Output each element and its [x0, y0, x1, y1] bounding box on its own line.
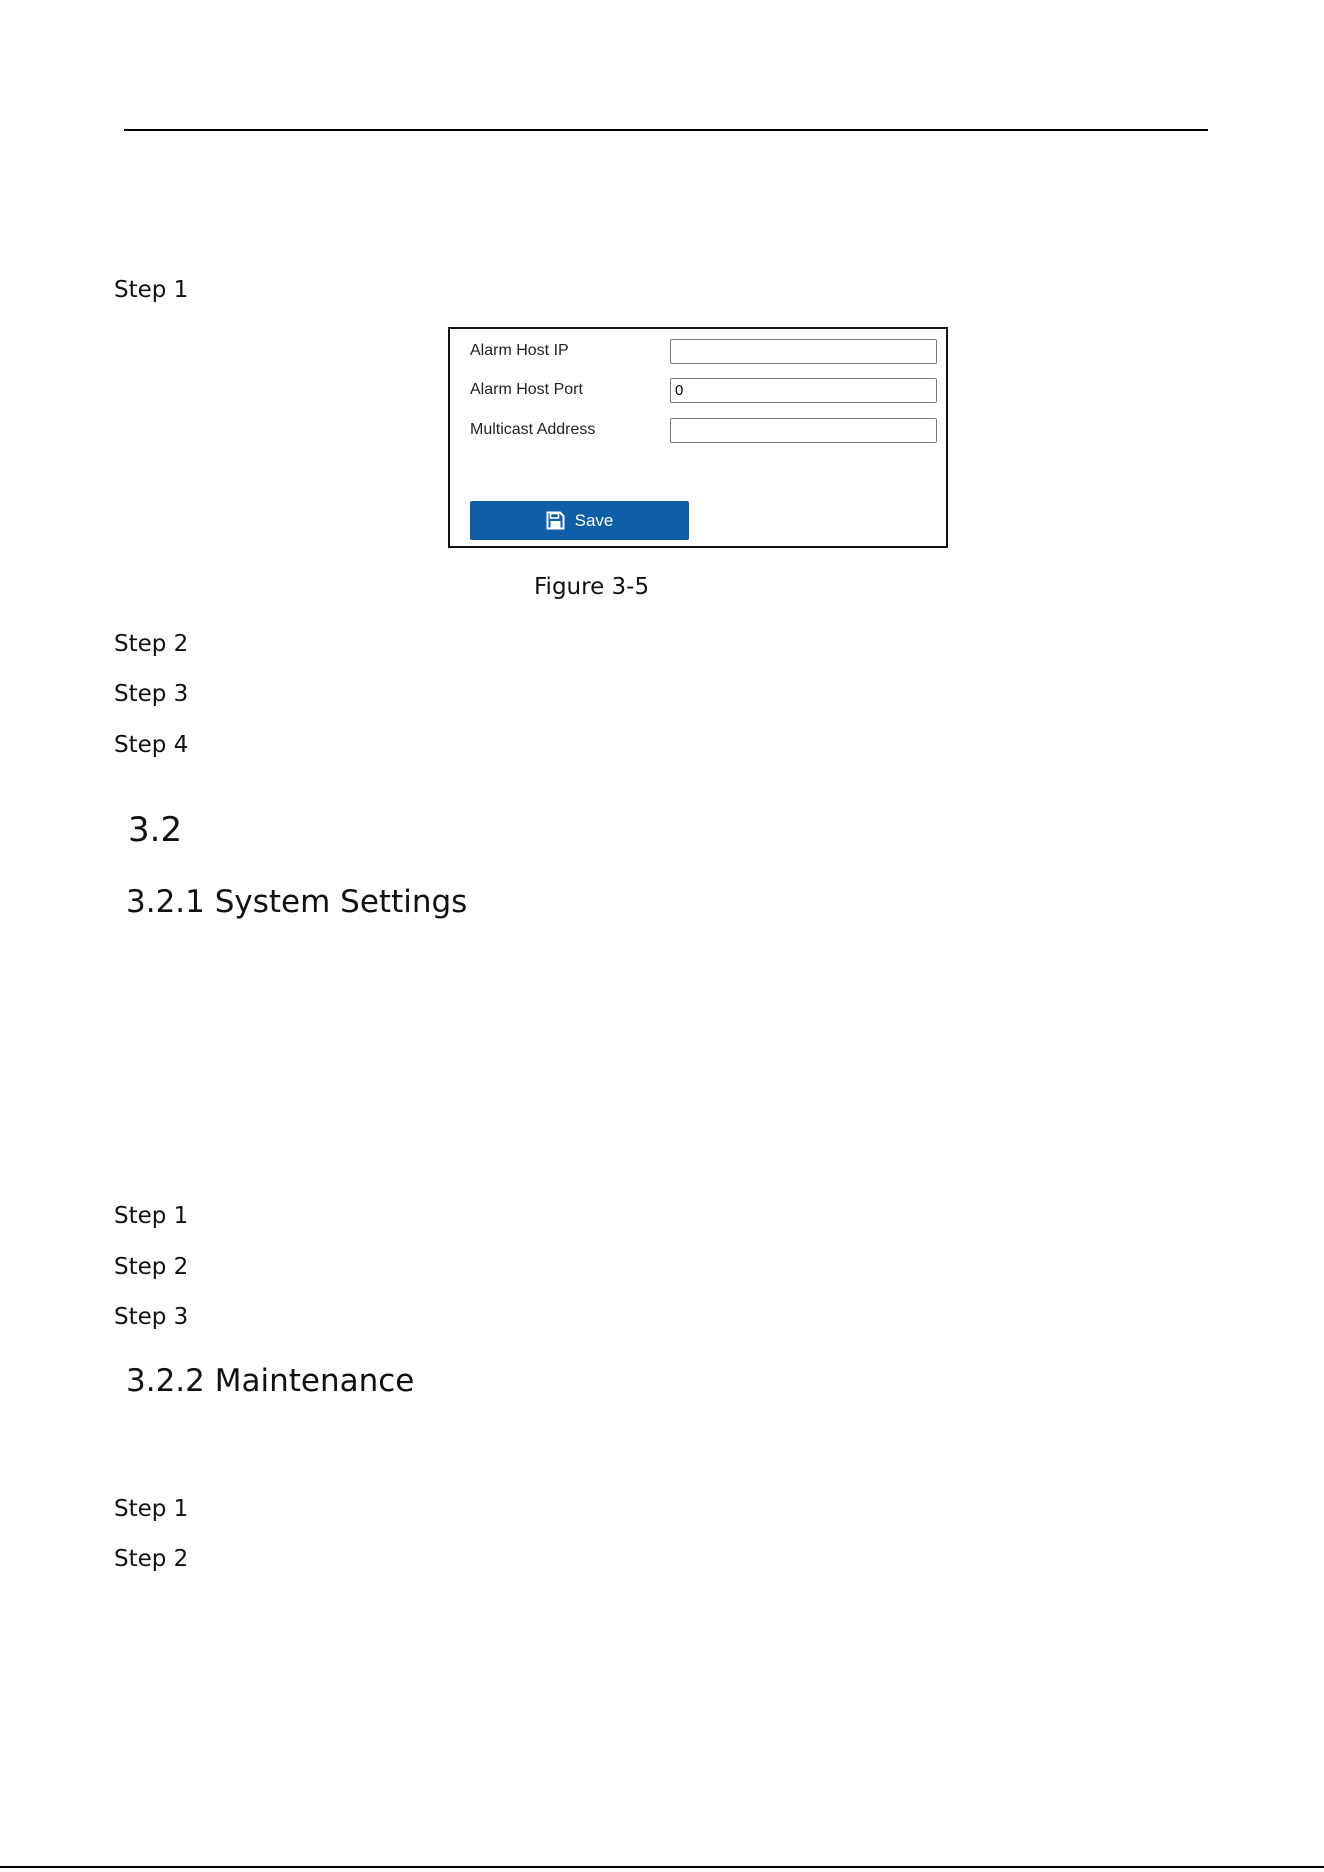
alarm-host-port-input[interactable]: 0: [670, 378, 937, 403]
step-label: Step 4: [114, 732, 189, 758]
alarm-host-ip-input[interactable]: [670, 339, 937, 364]
alarm-host-ip-label: Alarm Host IP: [470, 342, 569, 359]
alarm-host-port-label: Alarm Host Port: [470, 381, 583, 398]
save-icon: [546, 511, 565, 530]
save-button-label: Save: [574, 510, 614, 530]
multicast-address-input[interactable]: [670, 418, 937, 443]
step-label: Step 1: [114, 1203, 189, 1229]
step-label: Step 2: [114, 631, 189, 657]
section-number: 3.2: [128, 810, 183, 850]
step-label: Step 3: [114, 1304, 189, 1330]
footer-rule: [0, 1866, 1324, 1868]
maintenance-heading: 3.2.2 Maintenance: [126, 1363, 415, 1399]
multicast-address-label: Multicast Address: [470, 421, 596, 438]
figure-caption: Figure 3-5: [534, 574, 650, 600]
step-label: Step 2: [114, 1546, 189, 1572]
step-label: Step 2: [114, 1254, 189, 1280]
system-settings-heading: 3.2.1 System Settings: [126, 884, 468, 920]
alarm-host-settings-panel: [448, 327, 948, 548]
step-label: Step 1: [114, 1496, 189, 1522]
step-label: Step 3: [114, 681, 189, 707]
header-rule: [124, 129, 1208, 131]
step-label: Step 1: [114, 277, 189, 303]
save-button[interactable]: [470, 501, 689, 540]
